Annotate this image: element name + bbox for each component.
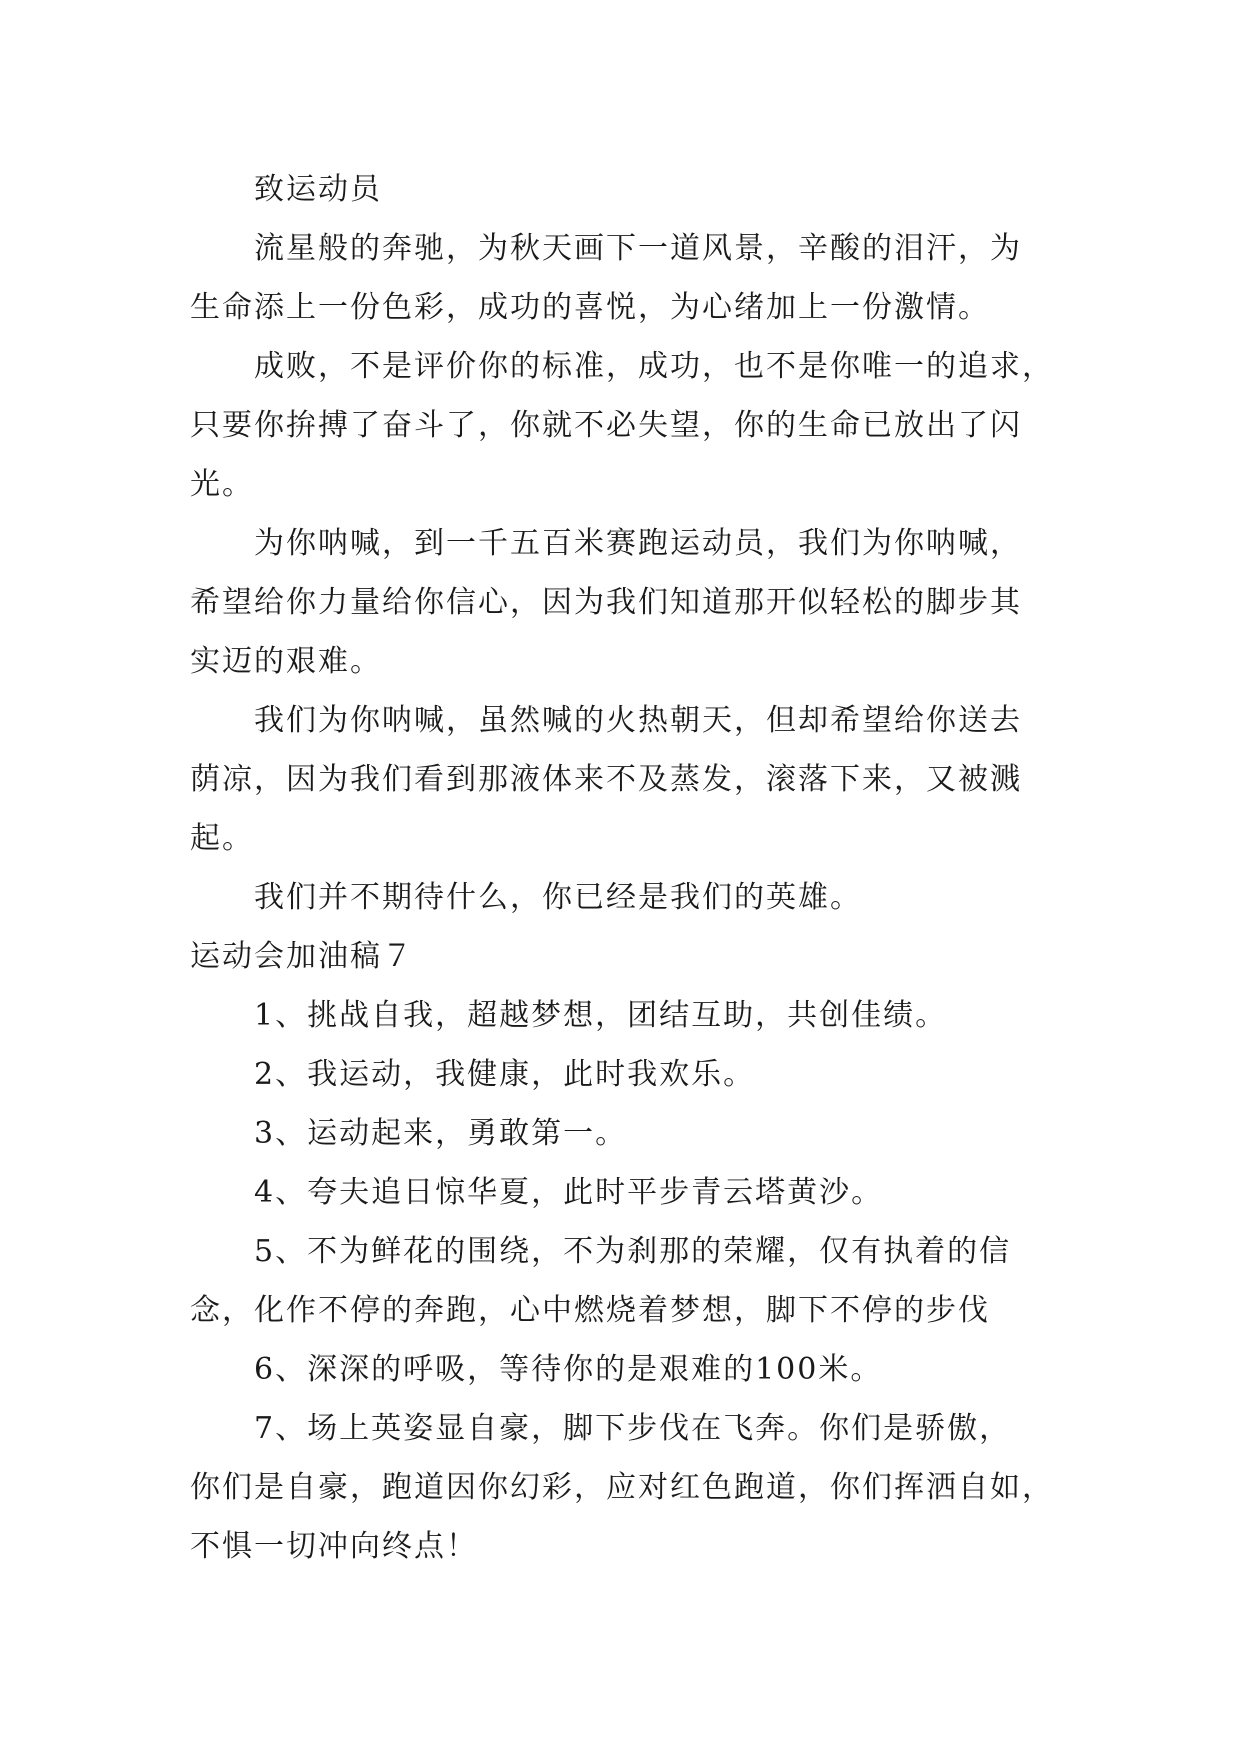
list-item-continuation: 不惧一切冲向终点！	[190, 1529, 478, 1564]
list-item: 7、场上英姿显自豪，脚下步伐在飞奔。你们是骄傲，	[254, 1411, 1012, 1446]
paragraph-line: 我们并不期待什么，你已经是我们的英雄。	[254, 880, 862, 915]
list-item: 5、不为鲜花的围绕，不为刹那的荣耀，仅有执着的信	[254, 1234, 1012, 1269]
paragraph-line: 只要你拚搏了奋斗了，你就不必失望，你的生命已放出了闪	[190, 408, 1022, 443]
list-item-continuation: 你们是自豪，跑道因你幻彩，应对红色跑道，你们挥洒自如，	[190, 1470, 1054, 1505]
paragraph-line: 荫凉，因为我们看到那液体来不及蒸发，滚落下来，又被溅	[190, 762, 1022, 797]
section-heading: 运动会加油稿７	[190, 939, 414, 974]
list-item: 1、挑战自我，超越梦想，团结互助，共创佳绩。	[254, 998, 948, 1033]
paragraph-line: 光。	[190, 467, 254, 502]
section-title: 致运动员	[254, 172, 382, 207]
paragraph-line: 希望给你力量给你信心，因为我们知道那开似轻松的脚步其	[190, 585, 1022, 620]
paragraph-line: 起。	[190, 821, 254, 856]
list-item: 3、运动起来，勇敢第一。	[254, 1116, 628, 1151]
paragraph-line: 我们为你呐喊，虽然喊的火热朝天，但却希望给你送去	[254, 703, 1022, 738]
paragraph-line: 生命添上一份色彩，成功的喜悦，为心绪加上一份激情。	[190, 290, 990, 325]
list-item: 4、夸夫追日惊华夏，此时平步青云塔黄沙。	[254, 1175, 884, 1210]
paragraph-line: 为你呐喊，到一千五百米赛跑运动员，我们为你呐喊，	[254, 526, 1022, 561]
document-page	[190, 160, 1070, 1576]
list-item-continuation: 念，化作不停的奔跑，心中燃烧着梦想，脚下不停的步伐	[190, 1293, 990, 1328]
paragraph-line: 实迈的艰难。	[190, 644, 382, 679]
list-item: 6、深深的呼吸，等待你的是艰难的100米。	[254, 1352, 883, 1387]
list-item: 2、我运动，我健康，此时我欢乐。	[254, 1057, 756, 1092]
paragraph-line: 流星般的奔驰，为秋天画下一道风景，辛酸的泪汗，为	[254, 231, 1022, 266]
paragraph-line: 成败，不是评价你的标准，成功，也不是你唯一的追求，	[254, 349, 1054, 384]
